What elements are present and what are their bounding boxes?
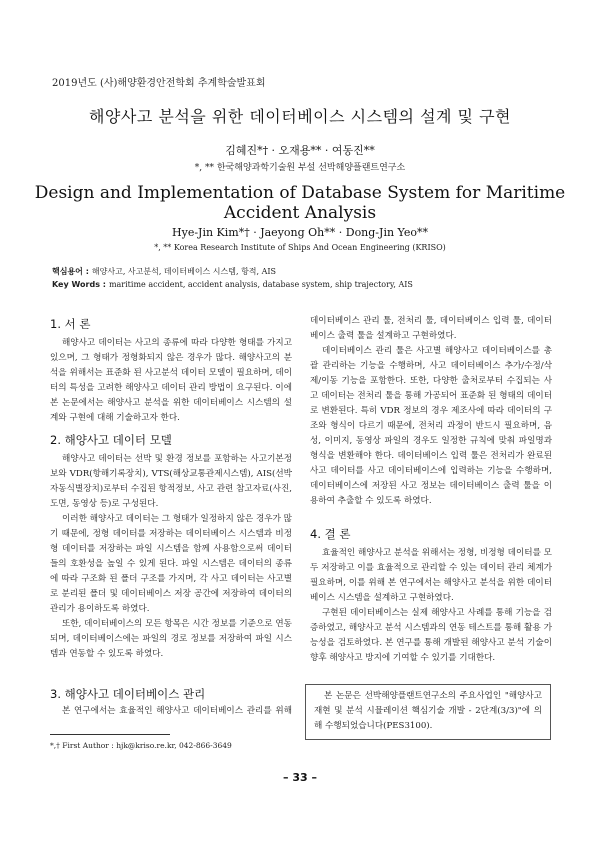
conference-header: 2019년도 (사)해양환경안전학회 추계학술발표회: [52, 78, 266, 89]
acknowledgment-box: [305, 684, 551, 740]
paragraph: 효율적인 해양사고 분석을 위해서는 정형, 비정형 데이터를 모두 저장하고 이를 효율적으로 관리할 수 있는 데이터 관리 체계가 필요하며, 이를 위해 본 연구에서는 해양사고 분석을 위한 데이터베이스 시스템을 설계하고 구현하였다.: [310, 548, 552, 603]
paragraph: 구현된 데이터베이스는 실제 해양사고 사례를 통해 기능을 검증하였고, 해양사고 분석 시스템과의 연동 테스트를 통해 활용 가능성을 검토하였다. 본 연구를 통해 개발된 해양사고 분석 기술이 향후 해양사고 방지에 기여할 수 있기를 기대한다.: [310, 608, 552, 663]
footnote: *,† First Author : hjk@kriso.re.kr, 042-866-3649: [50, 741, 232, 750]
section-heading-db-management: 3. 해양사고 데이터베이스 관리: [50, 687, 206, 701]
section-body-conclusion: [310, 546, 552, 666]
section-body-db-management-continued: [310, 314, 552, 344]
section-body-db-management-start: [50, 704, 292, 719]
keywords-korean-label: 핵심용어 :: [52, 267, 89, 276]
authors-english: Hye-Jin Kim*† · Jaeyong Oh** · Dong-Jin Yeo**: [172, 226, 428, 239]
paragraph: 데이터베이스 관리 툴은 사고별 해양사고 데이터베이스를 총괄 관리하는 기능을 수행하며, 사고 데이터베이스 추가/수정/삭제/이동 기능을 포함한다. 또한, 다양한 출처로부터 수집되는 사고 데이터는 전처리 툴을 통해 가공되어 표준화 된 형태의 데이터로 변환된다. 특히 VDR 정보의 경우 제조사에 따라 데이터의 구조와 형식이 다르기 때문에, 전처리 과정이 반드시 필요하며, 음성, 이미지, 동영상 파일의 경우도 일정한 규칙에 맞춰 파일명과 형식을 변환해야 한다. 데이터베이스 입력 툴은 전처리가 완료된 사고 데이터를 사고 데이터베이스에 입력하는 기능을 수행하며, 데이터베이스에 저장된 사고 정보는 데이터베이스 출력 툴을 이용하여 추출할 수 있도록 하였다.: [310, 346, 552, 506]
authors-korean: 김혜진*† · 오재용** · 여동진**: [225, 144, 375, 157]
paragraph: 또한, 데이터베이스의 모든 항목은 시간 정보를 기준으로 연동되며, 데이터베이스에는 파일의 경로 정보를 저장하여 파일 시스템과 연동할 수 있도록 하였다.: [50, 619, 292, 659]
keywords-english-text: maritime accident, accident analysis, database system, ship trajectory, AIS: [108, 280, 413, 289]
keywords-english: [52, 280, 413, 289]
affiliation-korean: *, ** 한국해양과학기술원 부설 선박해양플랜트연구소: [194, 163, 406, 173]
title-english: Design and Implementation of Database System for Maritime Accident Analysis: [34, 183, 566, 223]
acknowledgment-text: 본 논문은 선박해양플랜트연구소의 주요사업인 "해양사고 재현 및 분석 시뮬레이션 핵심기술 개발 - 2단계(3/3)"에 의해 수행되었습니다(PES3100).: [314, 691, 542, 731]
page-number: – 33 –: [283, 771, 317, 784]
section-heading-conclusion: 4. 결 론: [310, 527, 351, 541]
section-body-data-model: [50, 452, 292, 662]
footnote-rule: [50, 734, 170, 735]
title-korean: 해양사고 분석을 위한 데이터베이스 시스템의 설계 및 구현: [88, 107, 512, 126]
section-body-introduction: [50, 336, 292, 426]
section-heading-data-model: 2. 해양사고 데이터 모델: [50, 433, 172, 447]
keywords-english-label: Key Words :: [52, 280, 106, 289]
section-body-db-management-tools: [310, 344, 552, 509]
section-heading-introduction: 1. 서 론: [50, 317, 91, 331]
affiliation-english: *, ** Korea Research Institute of Ships And Ocean Engineering (KRISO): [154, 243, 446, 252]
paragraph: 데이터베이스 관리 툴, 전처리 툴, 데이터베이스 입력 툴, 데이터베이스 출력 툴을 설계하고 구현하였다.: [310, 316, 552, 341]
paragraph: 해양사고 데이터는 선박 및 환경 정보를 포함하는 사고기본정보와 VDR(항해기록장치), VTS(해상교통관제시스템), AIS(선박자동식별장치)로부터 수집된 항적정보, 사고 관련 참고자료(사진, 도면, 동영상 등)로 구성된다.: [50, 454, 292, 509]
keywords-korean: [52, 266, 276, 277]
keywords-korean-text: 해양사고, 사고분석, 데이터베이스 시스템, 항적, AIS: [91, 267, 277, 276]
paragraph: 본 연구에서는 효율적인 해양사고 데이터베이스 관리를 위해: [62, 706, 292, 716]
paragraph: 이러한 해양사고 데이터는 그 형태가 일정하지 않은 경우가 많기 때문에, 정형 데이터를 저장하는 데이터베이스 시스템과 비정형 데이터를 저장하는 파일 시스템을 함께 사용함으로써 데이터들의 호환성을 높일 수 있게 된다. 파일 시스템은 데이터의 종류에 따라 구조화 된 폴더 구조를 가지며, 각 사고 데이터는 사고별로 분리된 폴더 및 데이터베이스 저장 공간에 저장하여 데이터의 관리가 용이하도록 하였다.: [50, 514, 292, 614]
paragraph: 해양사고 데이터는 사고의 종류에 따라 다양한 형태를 가지고 있으며, 그 형태가 정형화되지 않은 경우가 많다. 해양사고의 분석을 위해서는 표준화 된 사고분석 데이터 모델이 필요하며, 데이터의 특성을 고려한 해양사고 데이터 관리 방법이 요구된다. 이에 본 논문에서는 해양사고 분석을 위한 데이터베이스 시스템의 설계와 구현에 대해 기술하고자 한다.: [50, 338, 292, 423]
